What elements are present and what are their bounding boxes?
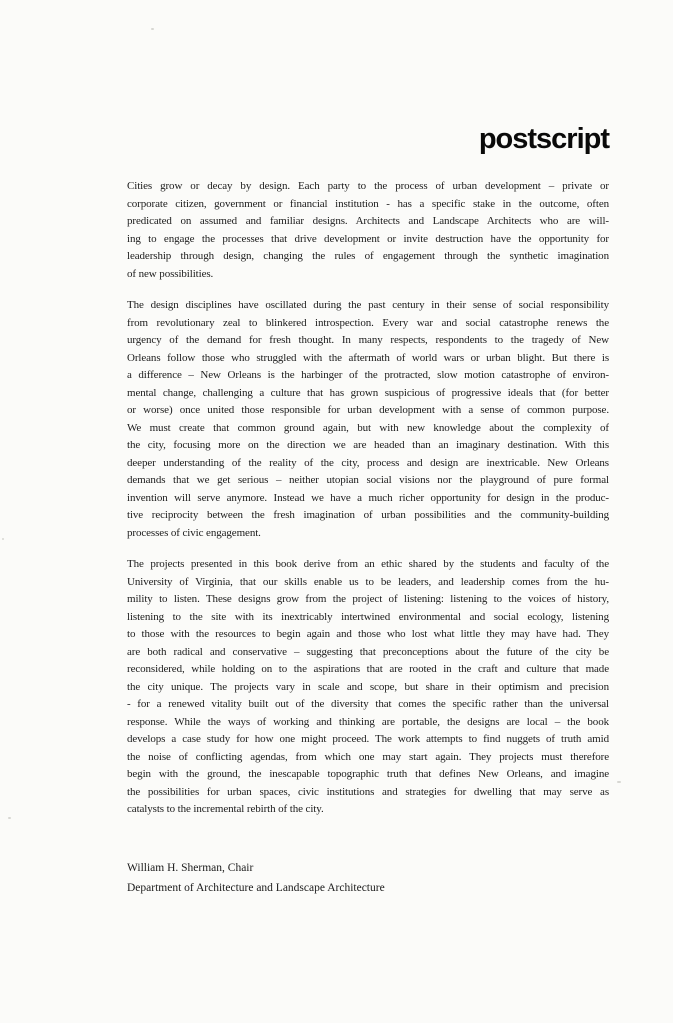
paragraph-line: the city unique. The projects vary in scale and scope, but share in their optimism and precision (127, 680, 609, 693)
paragraph-line: urgency of the demand for fresh thought. In many respects, respondents to the tragedy of New (127, 334, 609, 346)
paragraph-line: invention will serve anymore. Instead we have a much richer opportunity for design in the produc- (127, 491, 609, 504)
paragraph-line: leadership through design, changing the rules of engagement through the synthetic imagination (127, 250, 609, 262)
paragraph-line: processes of civic engagement. (127, 526, 261, 539)
paragraph-line: We must create that common ground again, but with new knowledge about the complexity of (127, 421, 609, 434)
paragraph (127, 556, 609, 819)
paragraph-line: University of Virginia, that our skills enable us to be leaders, and leadership comes from the hu- (127, 575, 609, 588)
paragraph-line: mental change, challenging a culture that has grown suspicious of progressive ideals that (for better (127, 386, 609, 399)
paragraph-line: begin with the ground, the inescapable topographic truth that defines New Orleans, and imagine (127, 768, 609, 780)
paragraph (127, 297, 609, 542)
paragraph-line: develops a case study for how one might proceed. The work attempts to find nuggets of truth amid (127, 733, 609, 745)
paragraph-line: of new possibilities. (127, 267, 214, 280)
paragraph-line: are both radical and conservative – suggesting that preconceptions about the future of the city be (127, 645, 609, 658)
paragraph-line: or worse) once united those responsible for urban development with a sense of common purpose. (127, 404, 609, 416)
paragraph-line: to those with the resources to begin again and those who lost what little they may have had. They (127, 628, 609, 640)
paragraph-line: the noise of conflicting agendas, from which one may start again. They projects must therefore (127, 750, 609, 763)
paragraph-line: Cities grow or decay by design. Each party to the process of urban development – private or (127, 180, 609, 192)
paragraph-line: tive reciprocity between the fresh imagination of urban possibilities and the community-building (127, 509, 609, 521)
paragraph-line: from revolutionary zeal to blinkered introspection. Every war and social catastrophe renews the (127, 316, 609, 329)
dust-speck (617, 781, 621, 783)
paragraph-line: the city, focusing more on the direction we are headed than an imaginary destination. With this (127, 439, 609, 451)
paragraph-line: mility to listen. These designs grow from the project of listening: listening to the voices of history, (127, 593, 609, 605)
paragraph-line: The design disciplines have oscillated during the past century in their sense of social responsibility (127, 299, 609, 311)
paragraph-line: The projects presented in this book derive from an ethic shared by the students and faculty of the (127, 558, 609, 570)
paragraph-line: corporate citizen, government or financial institution - has a specific stake in the outcome, often (127, 197, 609, 210)
paragraph-line: predicated on assumed and familiar designs. Architects and Landscape Architects who are will- (127, 215, 609, 227)
dust-speck (151, 28, 154, 30)
signature-block (127, 859, 609, 898)
page-title: postscript (478, 123, 609, 155)
signature-name: William H. Sherman, Chair (127, 862, 254, 874)
body-text (127, 178, 609, 833)
paragraph-line: - for a renewed vitality built out of the diversity that comes the specific rather than the universal (127, 698, 609, 710)
paragraph-line: listening to the site with its inextricably intertwined environmental and social ecology, listening (127, 610, 609, 623)
paragraph-line: demands that we get serious – neither utopian social visions nor the playground of pure formal (127, 474, 609, 486)
paragraph (127, 178, 609, 283)
paragraph-line: ing to engage the processes that drive development or invite destruction have the opportunity for (127, 232, 609, 245)
paragraph-line: response. While the ways of working and thinking are portable, the designs are local – the book (127, 715, 609, 728)
dust-speck (2, 538, 4, 540)
paragraph-line: deeper understanding of the reality of the city, process and design are inextricable. New Orleans (127, 456, 609, 469)
paragraph-line: Orleans follow those who struggled with the aftermath of world wars or urban blight. But there is (127, 351, 609, 364)
signature-department: Department of Architecture and Landscape Architecture (127, 881, 385, 894)
paragraph-line: a difference – New Orleans is the harbinger of the protracted, slow motion catastrophe of environ- (127, 369, 609, 381)
paragraphs (127, 178, 609, 819)
paragraph-line: reconsidered, while holding on to the aspirations that are rooted in the craft and culture that made (127, 663, 609, 675)
dust-speck (8, 817, 11, 819)
paragraph-line: the possibilities for urban spaces, civic institutions and strategies for dwelling that may serve as (127, 785, 609, 798)
paragraph-line: catalysts to the incremental rebirth of the city. (127, 803, 324, 815)
